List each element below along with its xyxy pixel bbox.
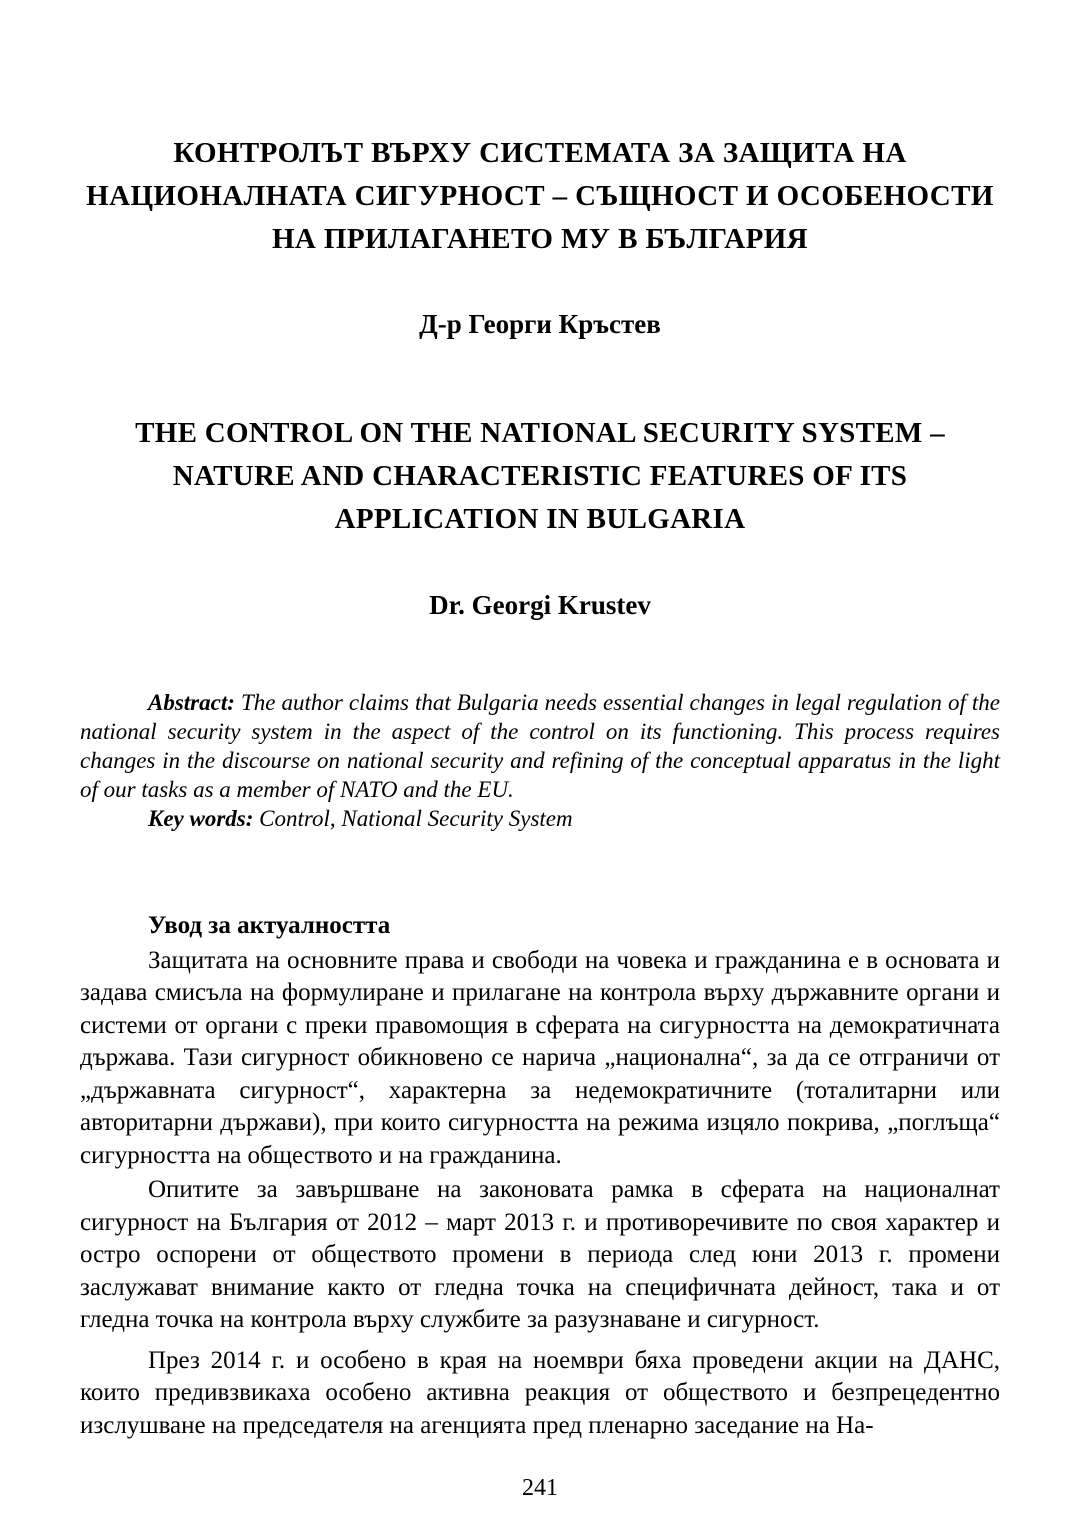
body-paragraph-2: Опитите за завършване на законовата рамка в сферата на националнат сигурност на България от 2012 – март 2013 г. и противоречивите по своя характер и остро оспорени от обществото промени в периода след юни 2013 г. промени заслужават внимание както от гледна точка на специфичната дейност, така и от гледна точка на контрола върху службите за разузнаване и сигурност.: [80, 1176, 1000, 1334]
abstract-text: The author claims that Bulgaria needs essential changes in legal regulation of the national security system in the aspect of the control on its functioning. This process requires changes in the discourse on national security and refining of the conceptual apparatus in the light of our tasks as a member of NATO and the EU.: [80, 690, 1000, 803]
section-heading: Увод за актуалността: [148, 912, 391, 940]
page-title-bulgarian: КОНТРОЛЪТ ВЪРХУ СИСТЕМАТА ЗА ЗАЩИТА НА НАЦИОНАЛНАТА СИГУРНОСТ – СЪЩНОСТ И ОСОБЕНОСТИ НА ПРИЛАГАНЕТО МУ В БЪЛГАРИЯ: [86, 137, 994, 255]
keywords-text: Control, National Security System: [259, 806, 573, 832]
keywords-label: Key words:: [148, 806, 254, 832]
keywords-line: [80, 805, 1000, 834]
abstract-label: Abstract:: [148, 690, 235, 716]
body-paragraph-3: През 2014 г. и особено в края на ноември бяха проведени акции на ДАНС, които предивзвикаха особено активна реакция от обществото и безпрецедентно изслушване на председателя на агенцията пред пленарно заседание на На-: [80, 1346, 1000, 1439]
author-bulgarian: Д-р Георги Кръстев: [419, 308, 661, 339]
page-title-english: THE CONTROL ON THE NATIONAL SECURITY SYSTEM – NATURE AND CHARACTERISTIC FEATURES OF ITS APPLICATION IN BULGARIA: [135, 416, 945, 535]
abstract-section: [80, 689, 1000, 834]
author-english: Dr. Georgi Krustev: [429, 590, 651, 621]
abstract-paragraph: [80, 689, 1000, 805]
body-text: [80, 910, 1000, 1442]
body-paragraph-1: Защитата на основните права и свободи на човека и гражданина е в основата и задава смисъла на формулиране и прилагане на контрола върху държавните органи и системи от органи с преки правомощия в сферата на сигурността на демократичната държава. Тази сигурност обикновено се нарича „национална“, за да се отграничи от „държавната сигурност“, характерна за недемократичните (тоталитарни или авторитарни държави), при които сигурността на режима изцяло покрива, „поглъща“ сигурността на обществото и на гражданина.: [80, 946, 1000, 1169]
page-number: 241: [522, 1475, 558, 1501]
